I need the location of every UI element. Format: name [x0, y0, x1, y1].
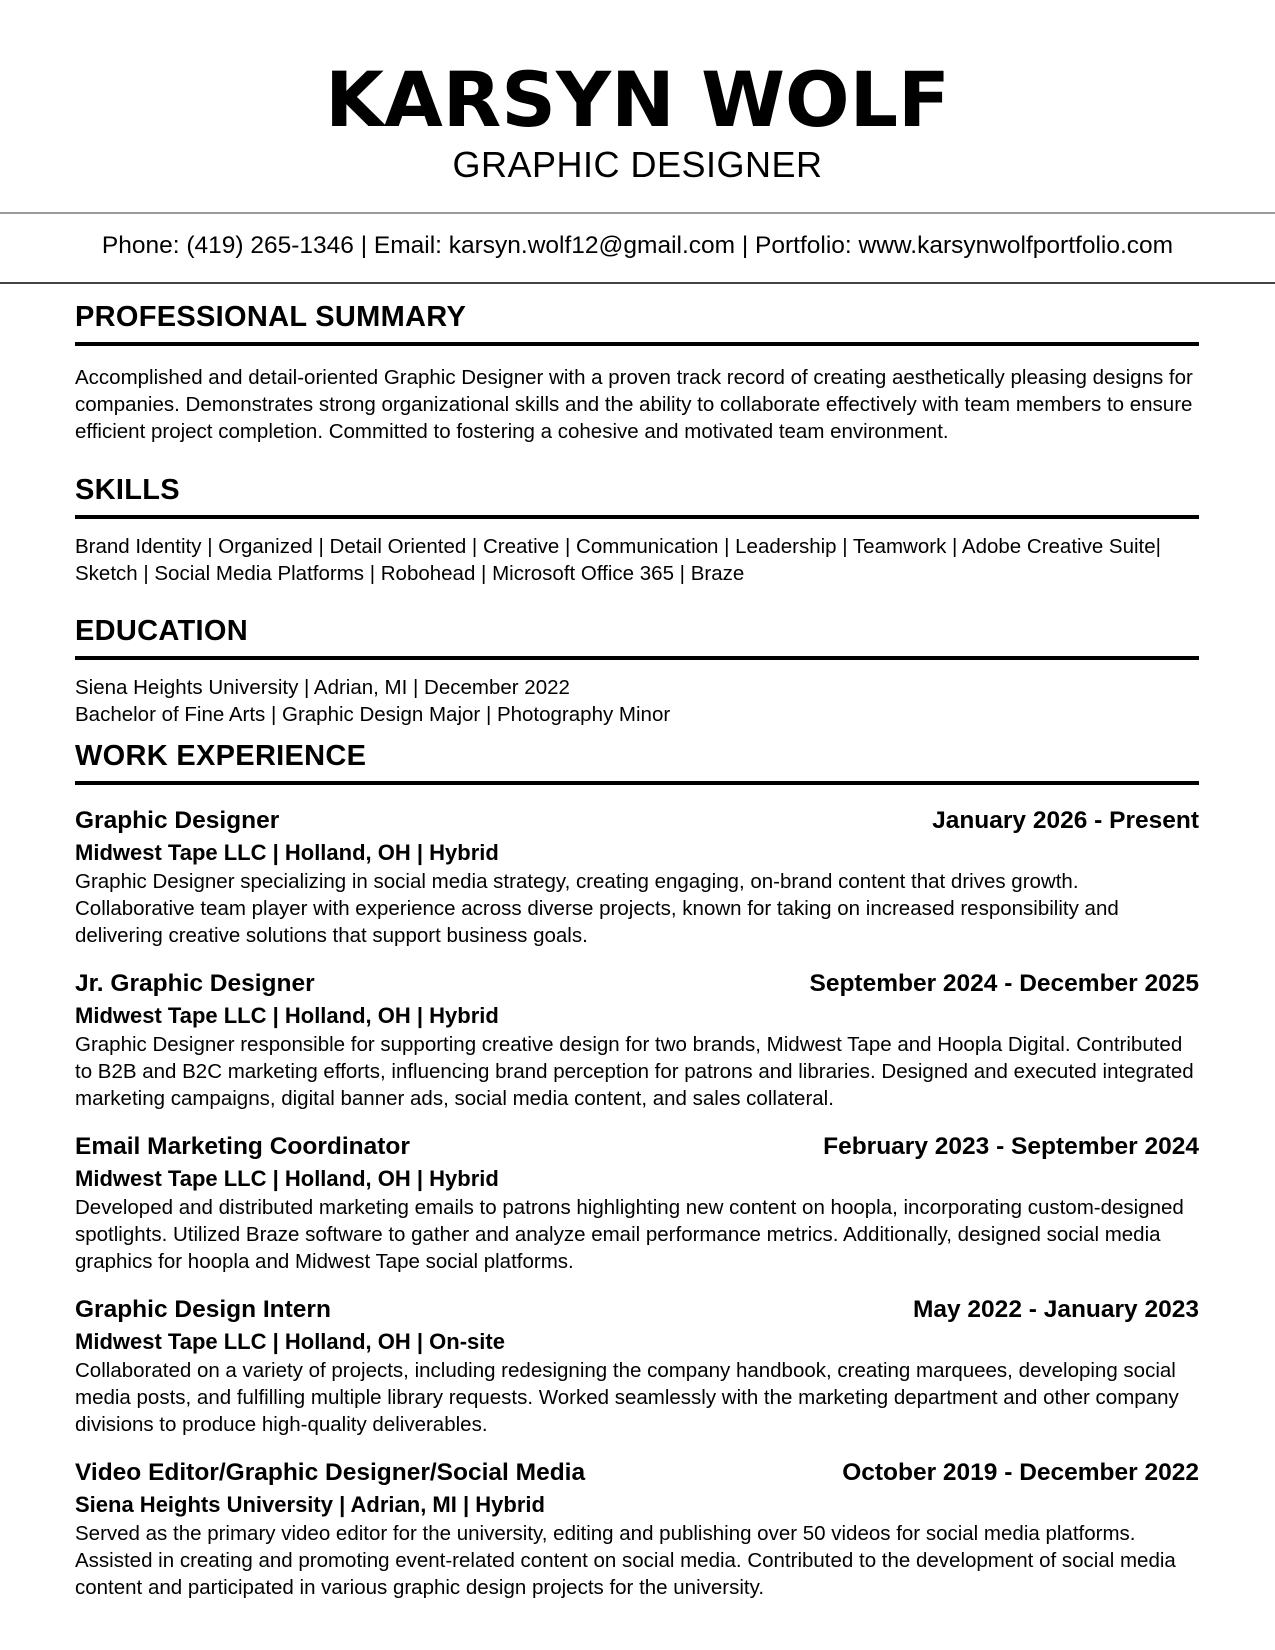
job-dates: September 2024 - December 2025: [809, 970, 1199, 997]
job-description: Served as the primary video editor for the university, editing and publishing over 50 videos for social media platforms. Assisted in creating and promoting event-related content on social media. Contributed to the development of social media content and participated in various graphic design projects for the university.: [75, 1522, 1176, 1599]
job-entry: [75, 968, 1199, 1112]
job-company: Midwest Tape LLC | Holland, OH | Hybrid: [75, 1003, 499, 1028]
job-header: [75, 1294, 1199, 1326]
resume-header: [0, 55, 1275, 186]
section-skills: [75, 471, 1199, 587]
skills-line: Sketch | Social Media Platforms | Robohead | Microsoft Office 365 | Braze: [75, 562, 745, 585]
section-divider: [75, 515, 1199, 519]
job-dates: May 2022 - January 2023: [912, 1296, 1199, 1323]
job-title: Jr. Graphic Designer: [75, 970, 315, 997]
candidate-name: KARSYN WOLF: [325, 55, 950, 144]
section-title: SKILLS: [75, 474, 180, 506]
education-degree: Bachelor of Fine Arts | Graphic Design Major | Photography Minor: [75, 703, 671, 726]
header-divider-top: [0, 212, 1275, 214]
job-entry: [75, 805, 1199, 949]
job-title: Graphic Design Intern: [75, 1296, 331, 1323]
skills-line: Brand Identity | Organized | Detail Oriented | Creative | Communication | Leadership | Teamwork | Adobe Creative Suite|: [75, 535, 1161, 558]
job-title: Video Editor/Graphic Designer/Social Media: [75, 1459, 586, 1486]
job-description: Collaborated on a variety of projects, including redesigning the company handbook, creating marquees, developing social media posts, and fulfilling multiple library requests. Worked seamlessly with the marketing department and other company divisions to produce high-quality deliverables.: [75, 1359, 1179, 1436]
education-entry: [75, 674, 1199, 728]
job-entry: [75, 1457, 1199, 1601]
job-company: Midwest Tape LLC | Holland, OH | On-site: [75, 1329, 505, 1354]
education-school: Siena Heights University | Adrian, MI | December 2022: [75, 676, 570, 699]
job-company: Midwest Tape LLC | Holland, OH | Hybrid: [75, 1166, 499, 1191]
job-dates: February 2023 - September 2024: [823, 1133, 1199, 1160]
job-dates: January 2026 - Present: [932, 807, 1199, 834]
section-work-experience: [75, 737, 1199, 1601]
job-dates: October 2019 - December 2022: [842, 1459, 1199, 1486]
section-divider: [75, 781, 1199, 785]
section-divider: [75, 656, 1199, 660]
section-title: WORK EXPERIENCE: [75, 740, 367, 772]
job-description: Developed and distributed marketing emails to patrons highlighting new content on hoopla, incorporating custom-designed spotlights. Utilized Braze software to gather and analyze email performance metrics. Additionally, designed social media graphics for hoopla and Midwest Tape social platforms.: [75, 1196, 1184, 1273]
contact-line: Phone: (419) 265-1346 | Email: karsyn.wolf12@gmail.com | Portfolio: www.karsynwolfportfolio.com: [101, 232, 1174, 259]
section-title: PROFESSIONAL SUMMARY: [75, 301, 467, 333]
job-entry: [75, 1131, 1199, 1275]
job-company: Siena Heights University | Adrian, MI | Hybrid: [75, 1492, 545, 1517]
summary-text: Accomplished and detail-oriented Graphic Designer with a proven track record of creating aesthetically pleasing designs for companies. Demonstrates strong organizational skills and the ability to collaborate effectively with team members to ensure efficient project completion. Committed to fostering a cohesive and motivated team environment.: [75, 366, 1193, 443]
job-description: Graphic Designer responsible for supporting creative design for two brands, Midwest Tape and Hoopla Digital. Contributed to B2B and B2C marketing efforts, influencing brand perception for patrons and libraries. Designed and executed integrated marketing campaigns, digital banner ads, social media content, and sales collateral.: [75, 1033, 1194, 1110]
section-title: EDUCATION: [75, 615, 248, 647]
resume-body: [75, 298, 1199, 1601]
header-divider-bottom: [0, 282, 1275, 284]
job-title: Graphic Designer: [75, 807, 280, 834]
job-entry: [75, 1294, 1199, 1438]
candidate-role: GRAPHIC DESIGNER: [452, 144, 823, 185]
job-header: [75, 805, 1199, 837]
skills-list: [75, 533, 1199, 587]
job-description: Graphic Designer specializing in social media strategy, creating engaging, on-brand content that drives growth. Collaborative team player with experience across diverse projects, known for taking on increased responsibility and delivering creative solutions that support business goals.: [75, 870, 1119, 947]
section-education: [75, 612, 1199, 728]
job-header: [75, 968, 1199, 1000]
job-title: Email Marketing Coordinator: [75, 1133, 410, 1160]
job-header: [75, 1457, 1199, 1489]
section-divider: [75, 342, 1199, 346]
job-company: Midwest Tape LLC | Holland, OH | Hybrid: [75, 840, 499, 865]
job-header: [75, 1131, 1199, 1163]
section-professional-summary: [75, 298, 1199, 445]
